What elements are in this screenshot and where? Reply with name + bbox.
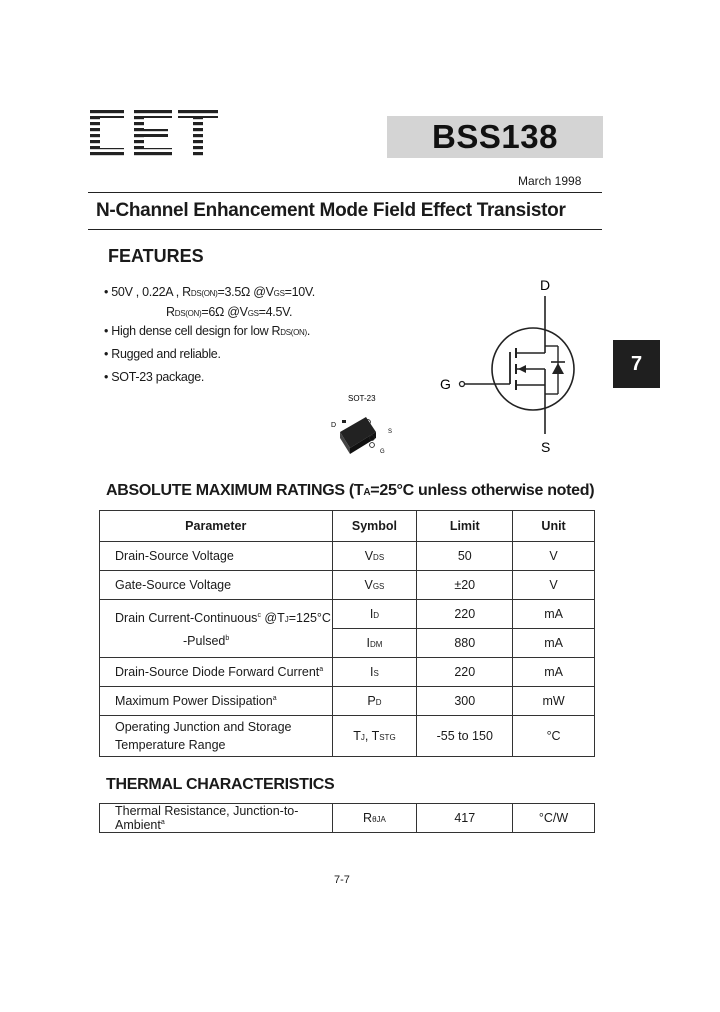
table-row: Thermal Resistance, Junction-to-Ambient$^a$ RθJA 417 °C/W [100,804,595,833]
feature-item: RDS(ON)=6Ω @VGS=4.5V. [166,305,293,319]
table-row: Drain-Source Diode Forward Current$^a$ IS 220 mA [100,658,595,687]
feature-item: • SOT-23 package. [104,370,205,384]
ratings-table [99,510,595,757]
drain-label: D [540,277,551,293]
thermal-table [99,803,595,833]
page-number: 7-7 [334,874,350,886]
svg-text:S: S [388,429,393,435]
svg-text:D: D [331,422,337,429]
date: March 1998 [518,174,582,188]
section-tab: 7 [613,340,660,388]
thermal-heading: THERMAL CHARACTERISTICS [106,776,335,793]
table-row: IDM 880 mA [100,629,595,658]
feature-item: • 50V , 0.22A , RDS(ON)=3.5Ω @VGS=10V. [104,285,315,299]
table-row: Drain Current-Continuous$^c$ @TJ=125°C -Pulsed$^b$ ID 220 mA [100,600,595,629]
svg-text:SOT-23: SOT-23 [348,394,376,403]
cet-logo [88,104,220,162]
ratings-heading: ABSOLUTE MAXIMUM RATINGS (TA=25°C unless otherwise noted) [106,482,595,499]
divider [88,192,602,193]
table-row: Gate-Source Voltage VGS ±20 V [100,571,595,600]
feature-item: • Rugged and reliable. [104,347,221,361]
page-title: N-Channel Enhancement Mode Field Effect Transistor [96,200,566,221]
part-number-box [387,116,603,158]
gate-label: G [440,376,451,392]
source-label: S [541,439,551,455]
table-header-row: Parameter Symbol Limit Unit [100,511,595,542]
features-heading: FEATURES [108,246,204,266]
feature-item: • High dense cell design for low RDS(ON). [104,324,311,338]
part-number: BSS138 [432,118,558,155]
table-row: Operating Junction and Storage Temperature Range TJ, TSTG -55 to 150 °C [100,716,595,757]
svg-text:G: G [380,449,385,455]
table-row: Maximum Power Dissipation$^a$ PD 300 mW [100,687,595,716]
table-row: Drain-Source Voltage VDS 50 V [100,542,595,571]
divider [88,229,602,230]
mosfet-symbol-diagram [434,276,584,456]
sot23-package-drawing [328,392,396,458]
